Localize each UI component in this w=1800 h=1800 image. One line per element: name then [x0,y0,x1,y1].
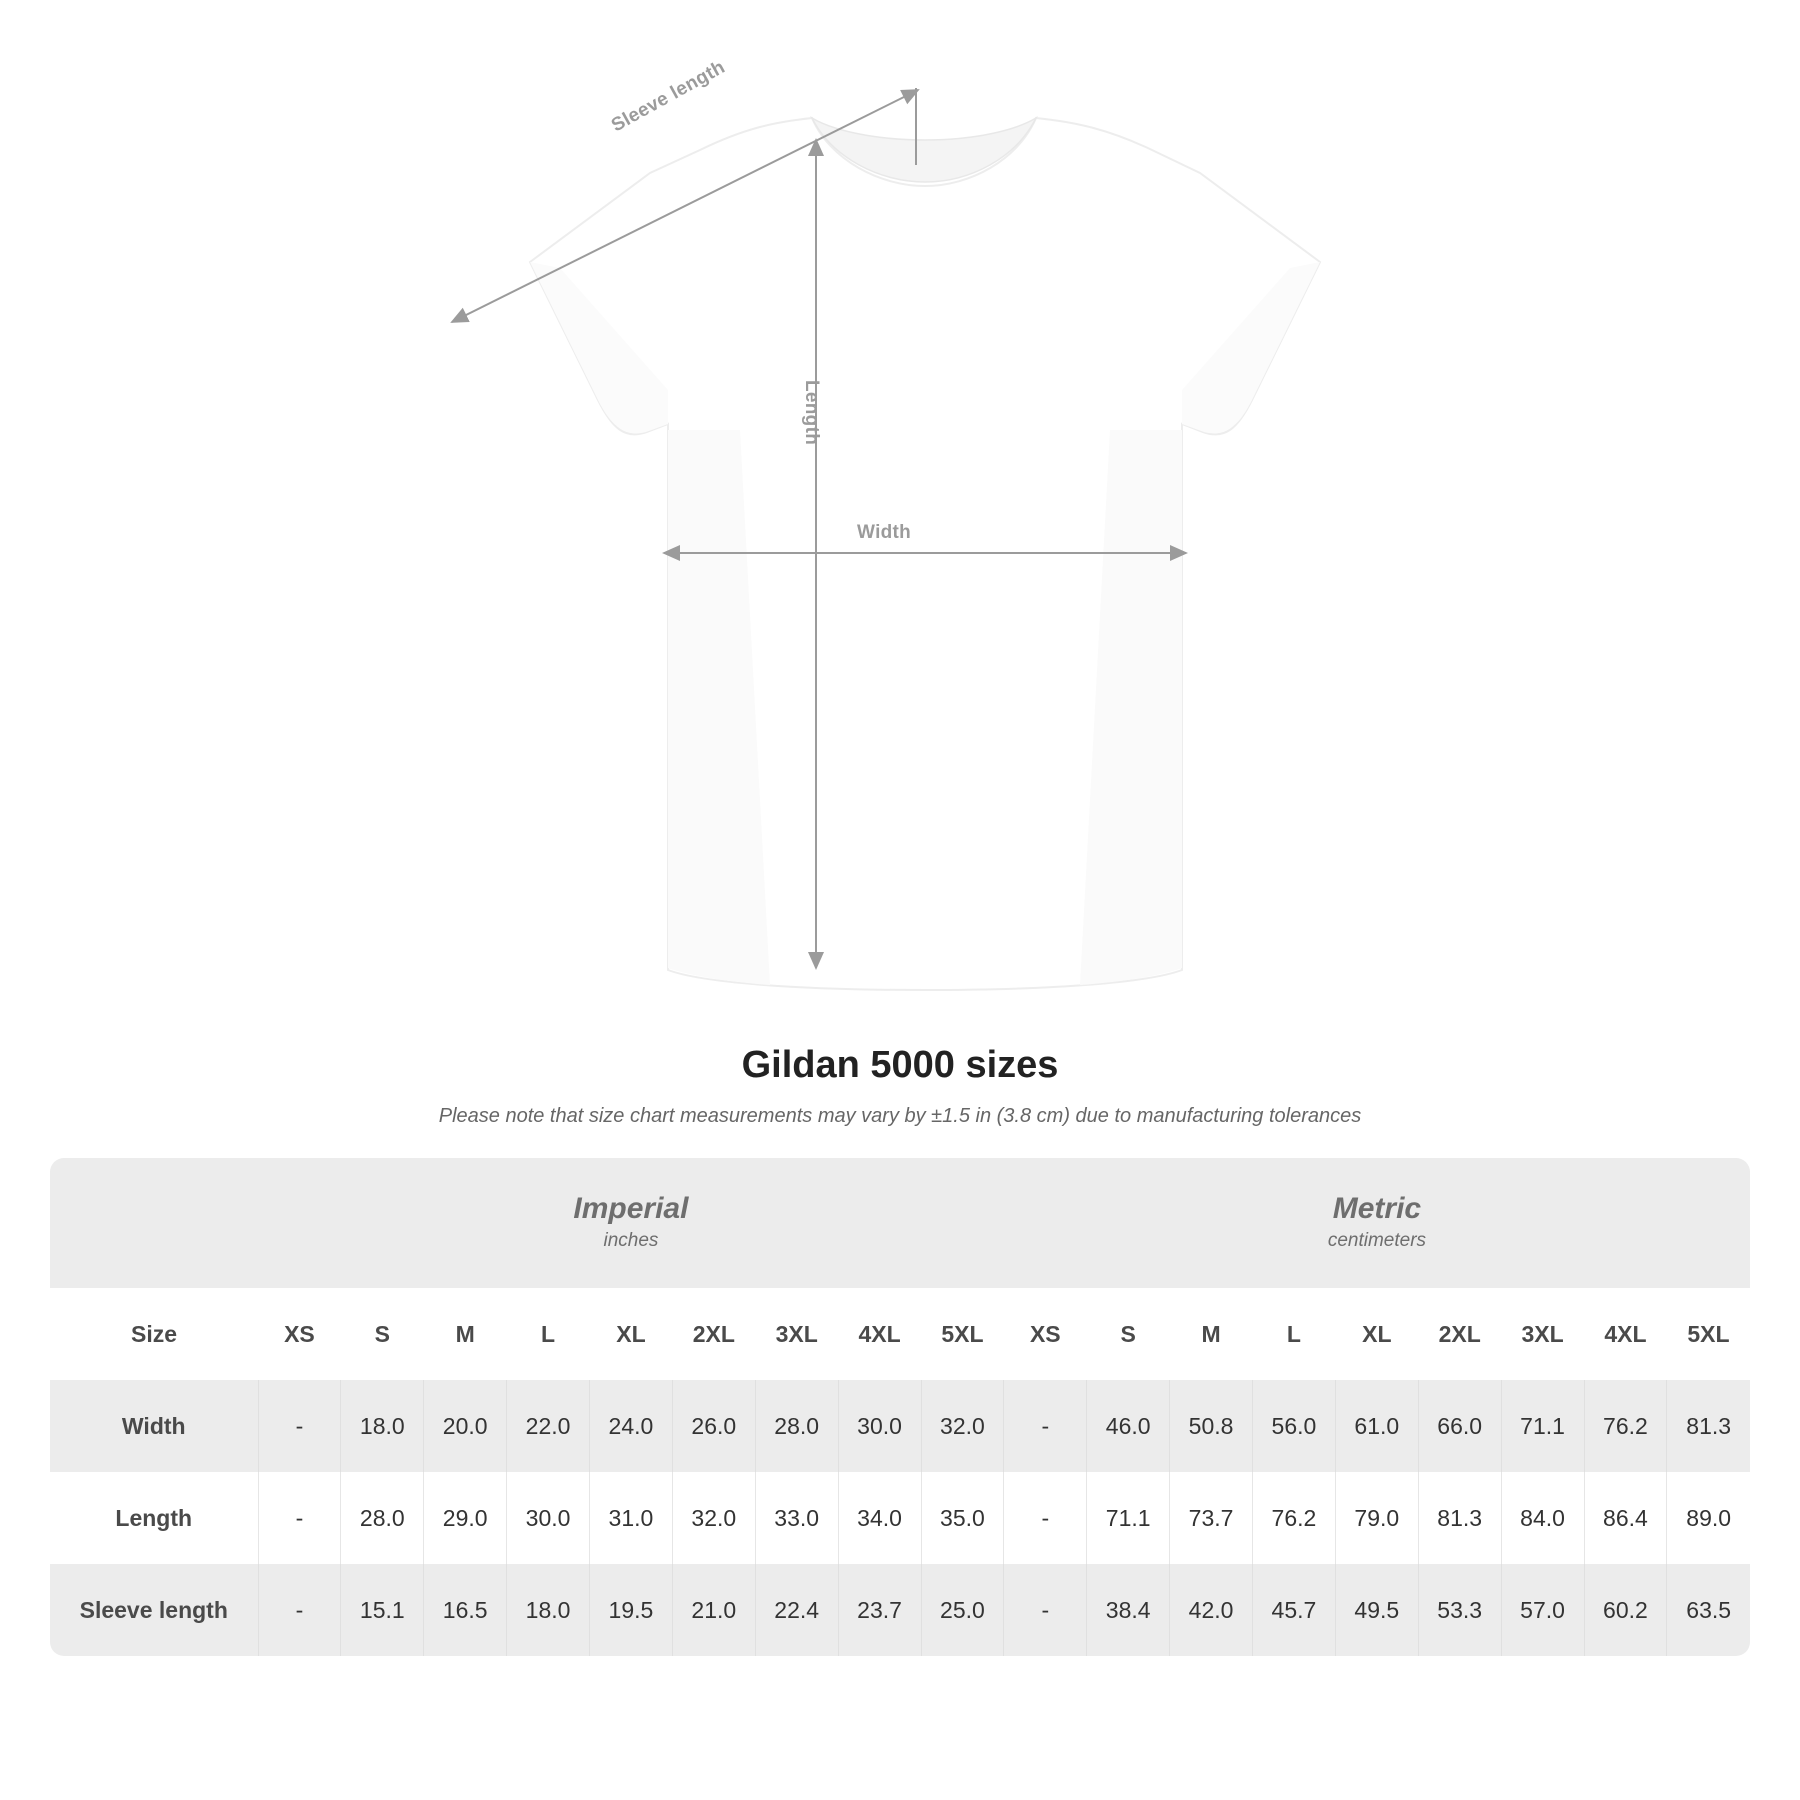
cell-sleeve-metric-2: 42.0 [1170,1564,1253,1656]
cell-sleeve-metric-1: 38.4 [1087,1564,1170,1656]
cell-sleeve-imperial-1: 15.1 [341,1564,424,1656]
unit-imperial-name: Imperial [573,1191,689,1225]
unit-header-metric [1004,1158,1750,1288]
sleeve-length-label: Sleeve length [608,56,729,137]
cell-sleeve-imperial-6: 22.4 [755,1564,838,1656]
size-table-wrap [50,1158,1750,1656]
unit-metric-sub: centimeters [1327,1229,1427,1251]
size-header-imperial-5: 2XL [672,1288,755,1380]
cell-length-imperial-1: 28.0 [341,1472,424,1564]
size-header-metric-7: 4XL [1584,1288,1667,1380]
cell-width-metric-8: 81.3 [1667,1380,1750,1472]
cell-length-metric-1: 71.1 [1087,1472,1170,1564]
cell-length-metric-4: 79.0 [1335,1472,1418,1564]
row-label-sleeve-length: Sleeve length [50,1564,258,1656]
cell-length-metric-7: 86.4 [1584,1472,1667,1564]
cell-length-imperial-7: 34.0 [838,1472,921,1564]
size-header-imperial-2: M [424,1288,507,1380]
size-header-metric-8: 5XL [1667,1288,1750,1380]
cell-sleeve-imperial-4: 19.5 [590,1564,673,1656]
size-header-imperial-6: 3XL [755,1288,838,1380]
size-header-imperial-8: 5XL [921,1288,1004,1380]
size-header-metric-2: M [1170,1288,1253,1380]
cell-width-metric-3: 56.0 [1253,1380,1336,1472]
table-row [50,1472,1750,1564]
cell-length-metric-6: 84.0 [1501,1472,1584,1564]
size-table [50,1158,1750,1656]
cell-width-metric-6: 71.1 [1501,1380,1584,1472]
cell-width-metric-0: - [1004,1380,1087,1472]
size-header-metric-3: L [1253,1288,1336,1380]
cell-length-imperial-6: 33.0 [755,1472,838,1564]
size-header-imperial-1: S [341,1288,424,1380]
cell-width-imperial-5: 26.0 [672,1380,755,1472]
cell-width-metric-4: 61.0 [1335,1380,1418,1472]
width-label: Width [857,522,912,543]
size-header-metric-5: 2XL [1418,1288,1501,1380]
cell-width-metric-7: 76.2 [1584,1380,1667,1472]
cell-length-imperial-0: - [258,1472,341,1564]
cell-sleeve-metric-6: 57.0 [1501,1564,1584,1656]
unit-header-spacer [50,1158,258,1288]
cell-length-imperial-2: 29.0 [424,1472,507,1564]
size-header-metric-6: 3XL [1501,1288,1584,1380]
cell-length-metric-0: - [1004,1472,1087,1564]
size-header-label: Size [50,1288,258,1380]
table-row [50,1564,1750,1656]
cell-sleeve-imperial-8: 25.0 [921,1564,1004,1656]
size-header-imperial-3: L [507,1288,590,1380]
cell-length-metric-5: 81.3 [1418,1472,1501,1564]
row-label-width: Width [50,1380,258,1472]
cell-sleeve-imperial-0: - [258,1564,341,1656]
unit-imperial-sub: inches [603,1229,659,1251]
cell-width-imperial-6: 28.0 [755,1380,838,1472]
cell-width-imperial-8: 32.0 [921,1380,1004,1472]
cell-width-imperial-3: 22.0 [507,1380,590,1472]
cell-sleeve-imperial-5: 21.0 [672,1564,755,1656]
tolerance-note: Please note that size chart measurements may vary by ±1.5 in (3.8 cm) due to manufacturing tolerances [438,1105,1362,1127]
size-header-imperial-4: XL [590,1288,673,1380]
cell-width-imperial-0: - [258,1380,341,1472]
cell-sleeve-metric-3: 45.7 [1253,1564,1336,1656]
cell-length-imperial-3: 30.0 [507,1472,590,1564]
size-header-imperial-7: 4XL [838,1288,921,1380]
cell-length-metric-3: 76.2 [1253,1472,1336,1564]
cell-width-imperial-2: 20.0 [424,1380,507,1472]
cell-sleeve-metric-7: 60.2 [1584,1564,1667,1656]
unit-header-imperial [258,1158,1004,1288]
row-label-length: Length [50,1472,258,1564]
unit-metric-name: Metric [1332,1191,1422,1225]
size-header-metric-1: S [1087,1288,1170,1380]
unit-header-row [50,1158,1750,1288]
size-header-metric-0: XS [1004,1288,1087,1380]
title-block [0,1044,1800,1128]
cell-length-imperial-4: 31.0 [590,1472,673,1564]
cell-width-metric-1: 46.0 [1087,1380,1170,1472]
cell-sleeve-imperial-2: 16.5 [424,1564,507,1656]
cell-length-imperial-8: 35.0 [921,1472,1004,1564]
cell-width-metric-5: 66.0 [1418,1380,1501,1472]
page-title: Gildan 5000 sizes [741,1044,1059,1086]
size-header-row [50,1288,1750,1380]
table-row [50,1380,1750,1472]
cell-width-imperial-4: 24.0 [590,1380,673,1472]
cell-length-imperial-5: 32.0 [672,1472,755,1564]
cell-width-imperial-1: 18.0 [341,1380,424,1472]
cell-width-metric-2: 50.8 [1170,1380,1253,1472]
cell-sleeve-metric-5: 53.3 [1418,1564,1501,1656]
cell-width-imperial-7: 30.0 [838,1380,921,1472]
size-header-metric-4: XL [1335,1288,1418,1380]
length-label: Length [801,380,822,446]
cell-sleeve-metric-0: - [1004,1564,1087,1656]
cell-sleeve-metric-4: 49.5 [1335,1564,1418,1656]
cell-sleeve-metric-8: 63.5 [1667,1564,1750,1656]
cell-length-metric-2: 73.7 [1170,1472,1253,1564]
cell-sleeve-imperial-3: 18.0 [507,1564,590,1656]
cell-sleeve-imperial-7: 23.7 [838,1564,921,1656]
size-header-imperial-0: XS [258,1288,341,1380]
cell-length-metric-8: 89.0 [1667,1472,1750,1564]
